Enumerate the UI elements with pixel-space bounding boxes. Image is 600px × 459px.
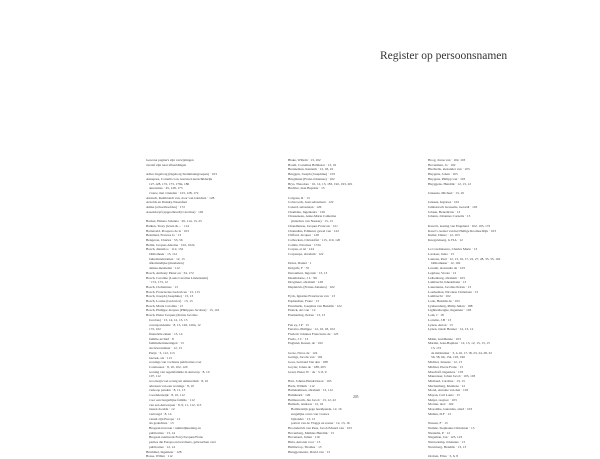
index-subentry: Bregaan-burcaan / ruimtelijkrening en — [149, 426, 201, 431]
index-entry: Lesomt, alexandre de · 103 — [428, 266, 466, 271]
index-entry: Eyck, Ignatius Franciscus van · 13 — [288, 294, 335, 299]
index-entry: Lambrecht, Isheatmann · 13 — [428, 280, 467, 285]
index-entry: Malin, Guidlienne · 103 — [428, 336, 461, 341]
index-entry: Helmsworth, Jan Jacob · 13, 12, 22 — [288, 397, 336, 402]
index-entry: Nutsvelemp, Johannus · 13 — [428, 440, 465, 445]
index-subentry: voordelenwijk · 8, 10, 112 — [149, 393, 185, 398]
index-entry: Arnolds en Dansky-Nasenfarn — [146, 200, 188, 205]
index-subentry: 107, 112 — [149, 374, 161, 379]
index-entry: Hovenman, Jo · 102 — [428, 162, 456, 167]
index-entry: Michiel, Jansens · 12, 13 — [428, 360, 462, 365]
index-entry: Legrisse, Vroste · 12 — [428, 270, 457, 275]
index-entry: Michiel, Pierre Frans · 13 — [428, 364, 463, 369]
index-entry: Laurens, Paul · 12, 13, 16, 17, 22, 27, 28, 33, 35, 102 — [428, 256, 501, 261]
index-entry: Esphaufner, Franz · 13 — [288, 299, 319, 304]
index-entry: Leibenburg, abraham · 103 — [428, 275, 465, 280]
index-subentry: 13, 172 — [431, 346, 442, 351]
index-entry: Etanck, Ari van · 12 — [288, 308, 316, 313]
index-entry: Balken, Trezy (leven & ... · 114 — [146, 223, 190, 228]
index-subentry: annotaties · 45, 128, 175 — [149, 186, 183, 191]
index-entry: Beltin, Jacques Antoine · 102, 102n — [146, 242, 195, 247]
page-number: 205 — [353, 395, 359, 399]
index-subentry: woning van regentfamilie in Antwerp · 8, 10 — [149, 369, 210, 374]
index-subentry: dames-meubelen · 112 — [149, 266, 180, 271]
index-entry: Bruggen, Joseph (Josephine) · 103 — [288, 172, 335, 177]
index-entry: Bosch, Joseph (Josephine) · 13, 13 — [146, 294, 194, 299]
index-subentry: familieherinneringen · 13 — [149, 341, 184, 346]
index-entry: Grote, Nicos de · 124 — [288, 350, 318, 355]
index-entry: Cobacoech, Jean sebastiaan · 122 — [288, 200, 334, 205]
index-entry: Meijer, reapver · 103 — [428, 397, 457, 402]
index-entry: Brys, Theodore · 10, 12, 13, 183, 192, 193, 201 — [288, 181, 353, 186]
index-entry: Backer, Helena Johanna · 26, 114, 13, 25 — [146, 219, 202, 224]
index-subentry: Cosmossee · 8, 10, 102, 120 — [149, 364, 188, 369]
index-subentry: tussen doodde · 12 — [149, 407, 175, 412]
index-entry: Drogmaer, abraham · 128 — [288, 280, 323, 285]
index-entry: Lom, J · 18 — [428, 313, 444, 318]
index-subentry: vanuit zijn Europa · 12 — [149, 416, 181, 421]
index-entry: Adler, Ingeborg (Ingeborg Steinmanngroepen) · 103 — [146, 172, 217, 177]
index-entry: Lyuheonharg, Philip Julian · 188 — [428, 303, 473, 308]
index-entry: Hula, Antonia voor · 13 — [288, 440, 321, 445]
index-entry: Bosch, Pieter Jacques (Petrus Jacobus — [146, 313, 198, 318]
index-subentry: Bregaan raamwerk Ferry/Jacques/Frans — [149, 435, 203, 440]
index-entry: Fen ey, J P · 13 — [288, 322, 309, 327]
index-subentry: Bomberstijk gege beeldpende, 12, 16 — [291, 407, 342, 412]
index-entry: Buchler, Jean Baptiste · 13 — [288, 186, 325, 191]
index-entry: Hoorndertch van Paus, Jacob Eduard van · 103 — [288, 425, 352, 430]
index-entry: Le Coudraiserre, Charles Marie · 13 — [428, 247, 478, 252]
index-entry: Maurenser, Johan Jacob · 103, 103 — [428, 374, 476, 379]
index-entry: Chasseneau, Anne-Marie Catherina — [288, 214, 337, 219]
index-entry: Laroiser, Jules · 13 — [428, 252, 454, 256]
index-subentry: adressen van een wonings · 8, 10 — [149, 383, 194, 388]
index-entry: Bosse, Willen · 112 — [146, 454, 173, 459]
index-entry: Oroben, Elias · 3, 6, 8 — [428, 454, 458, 459]
index-entry: Brugmann (Franz-Johannes) · 102 — [288, 176, 335, 181]
index-entry: Fredo, J C · 13 — [288, 336, 309, 341]
index-entry: Nientelis, P · 12 — [428, 430, 450, 435]
index-entry: Hovenaert, Julien · 116 — [288, 435, 320, 440]
index-entry: Ensmarting, Petrus · 13, 13 — [288, 313, 326, 318]
index-entry: Beanland, Frances Jo · 13 — [146, 233, 182, 238]
index-subentry: (interdres van Nassau) · 13, 13 — [291, 219, 333, 224]
index-entry: Huygens, Johan · 103 — [428, 172, 458, 177]
index-entry: Bosch, Franciscius Ludovicus · 13, 113 — [146, 289, 200, 294]
index-entry: Dupleisvis (Franss-Johanna) · 102 — [288, 284, 335, 289]
index-subentry: afkomstelijke (meubelen) — [149, 261, 184, 266]
index-entry: Goyter, Johan de · 188, 203 — [288, 364, 326, 369]
index-entry: Canard, sebastiaan · 126 — [288, 205, 322, 210]
index-entry: Colgone, R · 13 — [288, 195, 310, 200]
index-entry: Lynen, Anton · 13 — [428, 322, 453, 327]
index-entry: Bosch, Caroline (Louis Caroline Lindenstein) — [146, 275, 209, 280]
index-column-left — [146, 158, 258, 459]
index-entry: Hullincrop, Thomas · 13 — [288, 444, 322, 449]
index-entry: Huygens, Philipp van · 103 — [428, 176, 466, 181]
index-entry: Hovenberg, Mathias Hendrik · 13 — [288, 430, 334, 435]
index-subentry: vertraagd · 8, 14 — [149, 411, 172, 416]
index-entry: Michaud, Caroline · 13, 13 — [428, 378, 465, 383]
index-subentry: bijzonder · 13, 13 — [291, 416, 316, 421]
index-subentry: wonings van vochtens publicaties over — [149, 360, 202, 365]
index-entry: Colhockan, Christoffel · 115, 119, 120 — [288, 237, 341, 242]
index-subentry: publicaties · 12, 14 — [149, 444, 175, 449]
index-entry: Lode, Hendrik de · 103 — [428, 299, 460, 304]
index-entry: Bosch, Louise (Ludovica) · 13, 13 — [146, 299, 193, 304]
index-entry: Brenneman, Kenneth · 12, 18, 22 — [288, 167, 334, 172]
index-entry: Grael, Pieter W · de · 3, 8, 9 — [288, 369, 327, 374]
index-entry: Mullen, D.F · 13 — [428, 411, 451, 416]
index-entry: Hemsch, Andreas · 12, 16 — [288, 402, 324, 407]
index-subentry: van een Antwerpen · 8, 9, 11, 112, 113 — [149, 402, 202, 407]
index-entry: Hart, Johnna Hendrickson · 103 — [288, 378, 332, 383]
index-entry: Loerkeman, Nicolaas Christiaan · 13 — [428, 289, 478, 294]
index-subentry: Jacobus) · 13, 14, 12, 13, 15 — [149, 317, 188, 322]
index-entry: Jobsen, Benedictus · 13 — [428, 209, 461, 214]
index-entry: Kneyplelaerg, G H A · 12 — [428, 237, 463, 242]
index-entry: Mayan, Carl Louis · 13 — [428, 393, 460, 398]
index-entry: Lambrecht · 102 — [428, 294, 451, 299]
index-entry: Anslach, Rembrandt van, door van Gleichen · 128 — [146, 195, 215, 200]
index-entry: Huyggens, Hendrik · 12, 13, 12 — [428, 181, 471, 186]
index-entry: Boudt, Cornelius Balthasar · 13, 16 — [288, 162, 337, 167]
index-entry: Corpus, et Al · 124 — [288, 247, 314, 252]
index-subentry: vrouw, met vrienden · 123, 128, 172 — [149, 190, 199, 195]
index-subentry: de mitlandaer · 3, 4-16, 17-18, 23, 24, 28, 32 — [431, 350, 492, 355]
index-subentry: bezoek, als · 113 — [149, 355, 172, 360]
index-entry: Bosch, Maria Carolina · 13 — [146, 303, 184, 308]
index-entry: Dolez, Daniel · 1 — [288, 261, 312, 266]
index-entry: Hunggerstetter, David van · 13 — [288, 449, 330, 454]
index-entry: Bosch, Philippe Jacques (Philippus Jacobus) · 13, 116 — [146, 308, 220, 313]
index-entry: Chanudias, Edmund, gewel van · 122 — [288, 228, 339, 233]
index-entry: Amke (schoolhoofdes) · 172 — [146, 205, 185, 210]
index-entry: Laurentens, Jacobus Petrus · 13 — [428, 284, 472, 289]
index-entry: Lynen, Jakob Henner · 12, 13, 12 — [428, 327, 474, 332]
index-subentry: correspondentie · 8, 13, 126, 126n, 12 — [149, 322, 201, 327]
index-entry: Goes, bertrand Van den · 188 — [288, 360, 328, 365]
index-subentry: parties die Europa en bevolkers, gebrauchen over — [149, 440, 216, 445]
index-entry: Brummel, Ingenieur · 128 — [146, 449, 182, 454]
index-entry: Karel v, keizer van het Heilige Roomse Rijk · 103 — [428, 228, 496, 233]
index-subentry: familie-archief · 8 — [149, 336, 174, 341]
index-entry: Gertigs, Jacobs van · 102 — [288, 355, 323, 360]
index-entry: Hack, Willem · 112 — [288, 383, 315, 388]
index-entry: Mechenburg, Klemens · 12 — [428, 383, 466, 388]
index-entry: Morel, Antoine van den · 103 — [428, 388, 469, 393]
index-subentry: financiële zaken · 13, 14 — [149, 331, 183, 336]
index-subentry: zergelijke overs van vrouwe — [291, 411, 330, 416]
index-entry: Chamdau, Ingenieurs · 126 — [288, 209, 325, 214]
index-entry: Barneveld, Prospero de la · 103 — [146, 228, 189, 233]
index-subentry: portret van de Vlaggs en zonne · 12, 13, 16 — [291, 421, 350, 426]
index-entry: Kuiler, Dieter · 12, 103 — [428, 233, 460, 238]
index-entry: Hoog, Jonas van · 102, 103 — [428, 158, 466, 162]
index-entry: Bengeron, Charles · 53, 56 — [146, 237, 183, 242]
index-entry: Lorrelie, J.B · 13 — [428, 317, 452, 322]
index-entry: Mortier, alex · 102 — [428, 402, 454, 407]
index-subentry: 56, 58, 66, 154, 193, 196 — [431, 355, 465, 360]
index-entry: Duanhdorne, J L · 99 — [288, 275, 317, 280]
page-title: Register op persoonsnamen — [380, 50, 508, 62]
index-subentry: woonwijn van wonig uit Amsterdam · 8, 10 — [149, 379, 209, 384]
index-entry: Huchtelis, alexander van · 103 — [428, 167, 470, 172]
index-subentry: buitenlanderanten · 12, 13 — [149, 256, 185, 261]
index-entry: Bosch, Anthony Pieter en · 34, 172 — [146, 270, 194, 275]
index-entry: Gewone pagina's zijn verwijzingen — [146, 158, 194, 162]
index-entry: cursief zijn naar afbeeldingen — [146, 162, 187, 167]
index-entry: Combs, Nicolaas · 172n — [288, 242, 321, 247]
index-entry: Maritin, Jean-Baptiste · 12, 13, 12, 13, 13, 15 — [428, 341, 490, 346]
index-subentry: 127-128, 172, 173, 179n, 186 — [149, 181, 190, 186]
index-entry: Assendorpf (apppothoudt) Carolina) · 102 — [146, 209, 204, 214]
index-subentry: als brievenmaar · 12, 13 — [149, 346, 182, 351]
index-entry: Hamilearh · 126 — [288, 393, 311, 398]
index-entry: Janssen, Ingrioes · 102 — [428, 200, 460, 205]
index-entry: Jamtstorsch Grasselis, Gerardi · 103 — [428, 205, 478, 209]
index-entry: Karel ii, koning van Engeland · 102, 103, 172 — [428, 223, 491, 228]
index-subentry: voor een burgerlijke familie · 112 — [149, 397, 195, 402]
index-entry: Frederic Johnnes Franciscus de · 123 — [288, 331, 339, 336]
index-entry: Corpusrpe, abraham · 122 — [288, 252, 324, 257]
index-entry: Janssens, Michael · 13, 16 — [428, 190, 464, 195]
index-entry: Newnberg, Hendrik · 13, 13 — [428, 444, 467, 449]
index-entry: Blake, Willem · 13, 102 — [288, 158, 321, 162]
index-entry: Bosch, Cleburnnes · 13 — [146, 284, 178, 289]
index-subentry: Parijs · 3, 112, 113 — [149, 350, 175, 355]
index-entry: England, Kessel, de · 102 — [288, 341, 323, 346]
index-subentry: verkoop panden · 8, 11, 13 — [149, 388, 186, 393]
index-entry: Cliffard, Jacques · 128 — [288, 233, 319, 238]
index-entry: Etresburik, Josephus van Hendrik · 122 — [288, 303, 342, 308]
index-entry: Dolgrifs, F · 55 — [288, 266, 310, 271]
index-entry: Nemde, Stephanus Christiaan · 13 — [428, 425, 475, 430]
index-subentry: 172, 102 — [149, 327, 161, 332]
index-entry: Ferreira, Philippe · 12, 16, 18, 102 — [288, 327, 335, 332]
index-entry: Lighttenberghe, Ingenieur · 103 — [428, 308, 472, 313]
index-entry: Hallekamtsen, abraham · 13, 112 — [288, 388, 333, 393]
index-entry: Maschaff, Ingeniere · 103 — [428, 369, 464, 374]
index-entry: Nugeman, Jan · 123, 123 — [428, 435, 463, 440]
index-entry: Daroumest, Ingoruis · 13, 13 — [288, 270, 328, 275]
index-entry: Annepass, Cornelia von, leerstoel-leerschilderijk — [146, 176, 213, 181]
index-subentry: bibliotheker · 12, 102 — [431, 261, 461, 266]
index-entry: Mosombe, laurentus, alard · 103 — [428, 407, 473, 412]
index-subentry: als gedachten · 13 — [149, 421, 174, 426]
index-column-middle — [288, 158, 400, 454]
index-subentry: · 172, 173, 12 — [149, 280, 168, 285]
index-column-right — [428, 158, 540, 459]
index-subentry: publicaties · 13, 14 — [149, 430, 175, 435]
index-entry: Nassen, F · 13 — [428, 421, 448, 426]
index-entry: Chaudhanou, Jacques Francois · 121 — [288, 223, 338, 228]
index-entry: Bosch, dienstloo · 112, 132 — [146, 247, 184, 252]
index-subentry: bibliotheek · 13, 112 — [149, 252, 178, 257]
index-entry: Johann, Johannes Cornelis · 13 — [428, 214, 471, 219]
